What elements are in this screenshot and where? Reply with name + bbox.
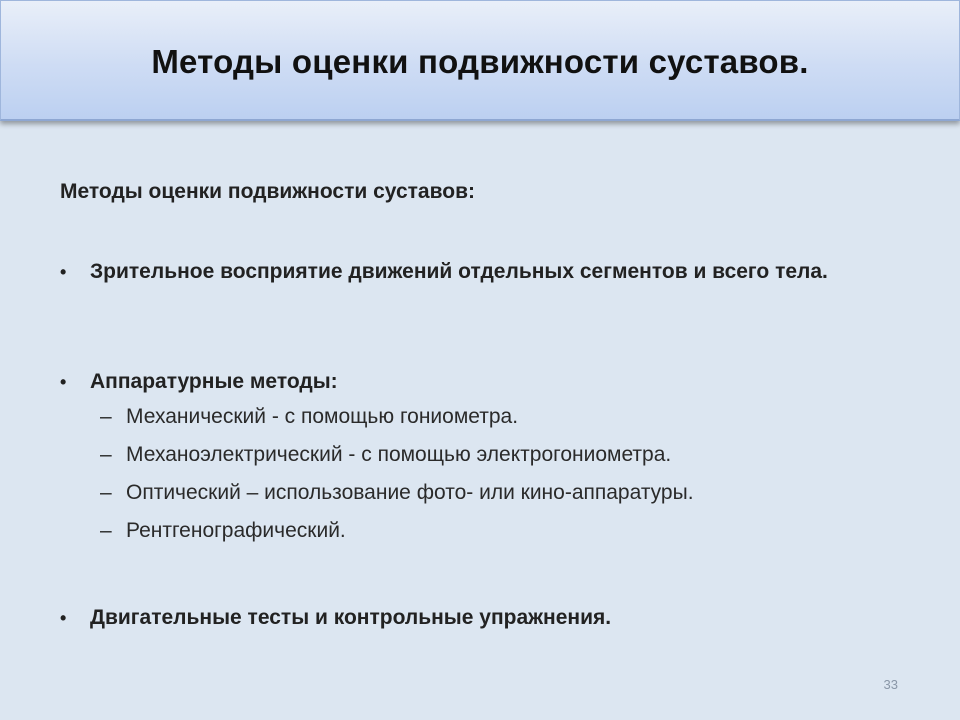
- slide-title: Методы оценки подвижности суставов.: [151, 43, 809, 80]
- sub-item: [100, 402, 518, 432]
- sub-marker: –: [100, 405, 112, 428]
- sub-item: [100, 478, 694, 508]
- bullet-text: Аппаратурные методы:: [90, 370, 338, 393]
- bullet-marker: •: [60, 262, 67, 282]
- sub-marker: –: [100, 519, 112, 542]
- sub-text: Механический - с помощью гониометра.: [126, 405, 519, 428]
- sub-marker: –: [100, 443, 112, 466]
- sub-marker: –: [100, 481, 112, 504]
- sub-item: [100, 516, 346, 546]
- bullet-marker: •: [60, 372, 67, 392]
- sub-text: Механоэлектрический - с помощью электрогониометра.: [126, 443, 672, 466]
- sub-item: [100, 440, 671, 470]
- bullet-text: Двигательные тесты и контрольные упражнения.: [90, 606, 612, 629]
- bullet-marker: •: [60, 608, 67, 628]
- page-number: 33: [883, 677, 898, 692]
- bullet-item: [60, 366, 870, 398]
- bullet-text: Зрительное восприятие движений отдельных сегментов и всего тела.: [90, 260, 828, 283]
- bullet-item: [60, 256, 870, 288]
- bullet-item: [60, 602, 870, 634]
- sub-text: Рентгенографический.: [126, 519, 346, 542]
- title-bar: [0, 0, 960, 121]
- intro-text: Методы оценки подвижности суставов:: [60, 180, 475, 203]
- sub-text: Оптический – использование фото- или кино-аппаратуры.: [126, 481, 694, 504]
